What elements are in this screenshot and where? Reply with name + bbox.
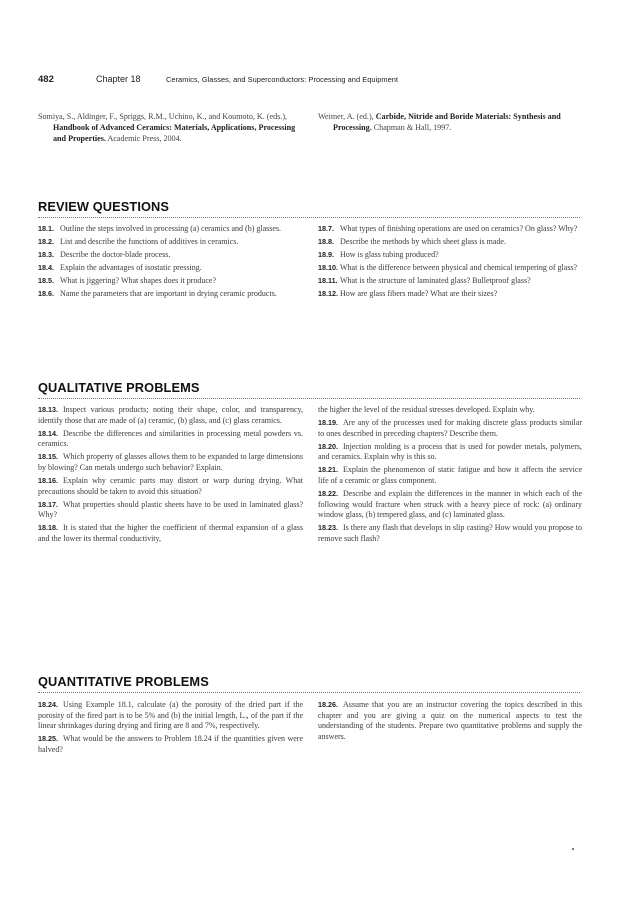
question-item: 18.26. Assume that you are an instructor covering the topics described in this chapter and you are giving a quiz on the numerical aspects to test the understanding of the students. Prepare two quantitative problems and supply the answers. [318,700,582,741]
question-item: 18.14. Describe the differences and similarities in processing metal powders vs. ceramics. [38,428,303,449]
section-title-quantitative: QUANTITATIVE PROBLEMS [38,674,209,689]
scan-speck [572,848,574,850]
question-item: 18.10. What is the difference between physical and chemical tempering of glass? [318,263,578,273]
question-item: 18.7. What types of finishing operations are used on ceramics? On glass? Why? [318,224,578,233]
question-item: 18.8. Describe the methods by which sheet glass is made. [318,237,506,247]
question-item: 18.25. What would be the answers to Problem 18.24 if the quantities given were halved? [38,734,303,754]
question-item: 18.13. Inspect various products; noting their shape, color, and transparency, identify those that are made of (a) ceramic, (b) glass, and (c) glass ceramics. [38,405,303,425]
qualitative-problems-left [38,405,303,547]
quantitative-problems-right [318,700,582,745]
section-title-qualitative: QUALITATIVE PROBLEMS [38,380,200,395]
question-item: 18.19. Are any of the processes used for making discrete glass products similar to ones described in preceding chapters? Describe them. [318,418,582,438]
page-header [38,74,598,88]
qualitative-problems-right [318,405,582,547]
running-title: Ceramics, Glasses, and Superconductors: Processing and Equipment [166,74,399,84]
question-item: 18.18. It is stated that the higher the coefficient of thermal expansion of a glass and the lower its thermal conductivity, [38,523,303,544]
review-questions-right [318,224,582,303]
question-item: 18.12. How are glass fibers made? What are their sizes? [318,289,498,299]
question-item: 18.24. Using Example 18.1, calculate (a) the porosity of the dried part if the porosity of the fired part is to be 5% and (b) the initial length, Lₒ, of the part if the linear shrinkages during drying and firing are 8 and 7%, respectively. [38,700,303,731]
reference-column-left [38,112,303,144]
section-divider [38,692,580,693]
question-item: 18.5. What is jiggering? What shapes does it produce? [38,276,217,286]
reference-column-right [318,112,582,134]
question-item: 18.20. Injection molding is a process that is used for powder metals, polymers, and ceramics. Explain why is this so. [318,441,582,462]
reference-entry: Somiya, S., Aldinger, F., Spriggs, R.M., Uchino, K., and Koumoto, K. (eds.), Handbook of Advanced Ceramics: Materials, Applications, Processing and Properties. Academic Press, 2004. [38,112,296,143]
question-item: 18.15. Which property of glasses allows them to be expanded to large dimensions by blowing? Can metals undergo such behavior? Explain. [38,452,303,472]
question-item: 18.22. Describe and explain the differences in the manner in which each of the following would fracture when struck with a heavy piece of rock: (a) ordinary window glass, (b) tempered glass, and (c) laminated glass. [318,489,582,520]
page-number: 482 [38,74,54,85]
question-item: 18.23. Is there any flash that develops in slip casting? How would you propose to remove such flash? [318,523,582,544]
question-item: 18.1. Outline the steps involved in processing (a) ceramics and (b) glasses. [38,224,282,233]
question-item: 18.17. What properties should plastic sheets have to be used in laminated glass? Why? [38,499,303,520]
quantitative-problems-left [38,700,303,758]
section-divider [38,217,580,218]
review-questions-left [38,224,303,303]
question-item: 18.9. How is glass tubing produced? [318,250,439,260]
question-item: 18.6. Name the parameters that are important in drying ceramic products. [38,289,277,299]
question-item: 18.4. Explain the advantages of isostatic pressing. [38,263,202,273]
question-continuation: the higher the level of the residual stresses developed. Explain why. [318,405,535,414]
chapter-label: Chapter 18 [96,74,141,84]
question-item: 18.2. List and describe the functions of additives in ceramics. [38,237,239,247]
section-title-review: REVIEW QUESTIONS [38,199,170,214]
question-item: 18.16. Explain why ceramic parts may distort or warp during drying. What precautions should be taken to avoid this situation? [38,476,303,496]
reference-entry: Weimer, A. (ed.), Carbide, Nitride and Boride Materials: Synthesis and Processing. Chapman & Hall, 1997. [318,112,561,132]
section-divider [38,398,580,399]
question-item: 18.11. What is the structure of laminated glass? Bulletproof glass? [318,276,531,286]
question-item: 18.21. Explain the phenomenon of static fatigue and how it affects the service life of a ceramic or glass component. [318,465,582,486]
question-item: 18.3. Describe the doctor-blade process. [38,250,171,260]
